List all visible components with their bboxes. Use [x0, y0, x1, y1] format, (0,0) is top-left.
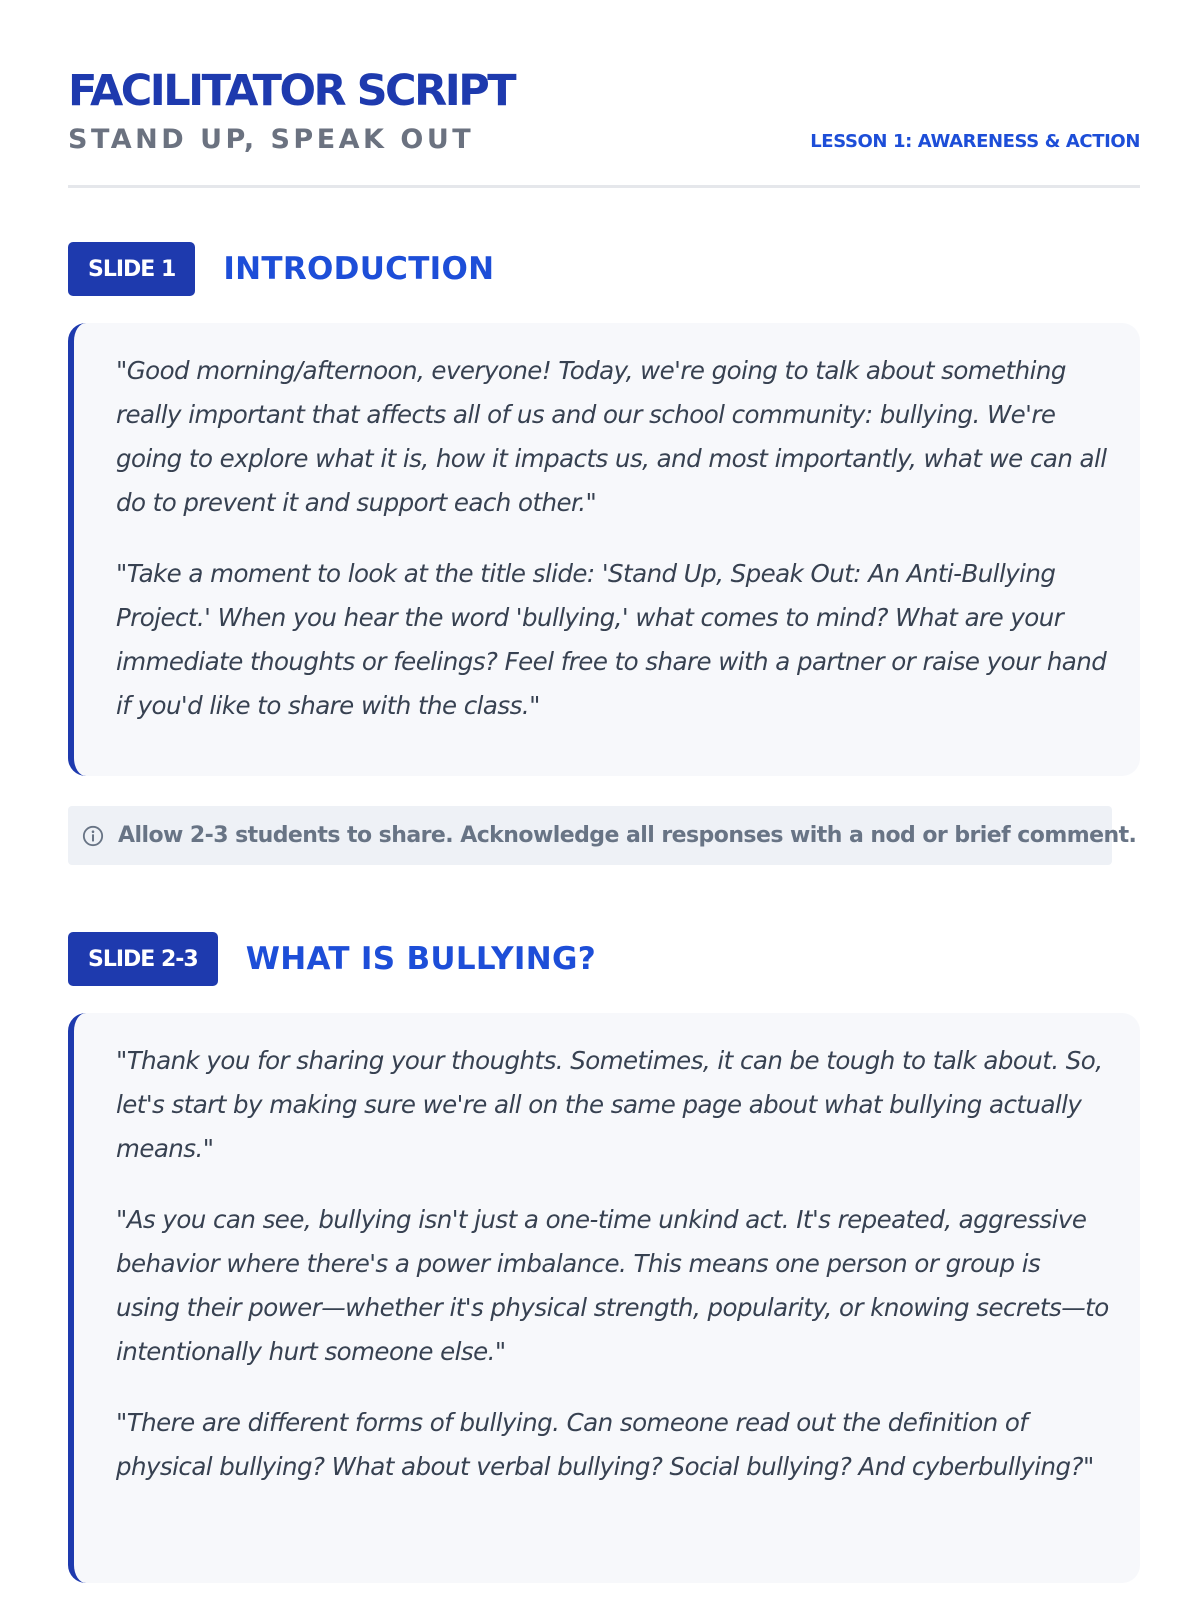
- lesson-label: LESSON 1: AWARENESS & ACTION: [810, 131, 1140, 152]
- section-title: WHAT IS BULLYING?: [245, 941, 596, 977]
- note-text: Allow 2-3 students to share. Acknowledge all responses with a nod or brief comment.: [118, 823, 1137, 848]
- facilitator-note: [68, 806, 1137, 865]
- script-paragraph: "Good morning/afternoon, everyone! Today, we're going to talk about something really important that affects all of us and our school community: bullying. We're going to explore what it is, how it impacts us, and most importantly, what we can all do to prevent it and support each other.": [116, 356, 1107, 517]
- script-box-slide-2-3: [68, 1013, 1140, 1583]
- script-box-slide-1: [68, 323, 1140, 776]
- section-heading-slide-2-3: [68, 932, 596, 986]
- section-heading-slide-1: [68, 242, 494, 296]
- section-title: INTRODUCTION: [223, 251, 495, 287]
- script-paragraph: "Thank you for sharing your thoughts. Sometimes, it can be tough to talk about. So, let's start by making sure we're all on the same page about what bullying actually means.": [116, 1046, 1103, 1163]
- info-circle-icon: [82, 825, 104, 847]
- script-page: [68, 0, 1140, 1481]
- script-paragraph: "As you can see, bullying isn't just a one-time unkind act. It's repeated, aggressive behavior where there's a power imbalance. This means one person or group is using their power—whether it's physical strength, popularity, or knowing secrets—to intentionally hurt someone else.": [116, 1205, 1109, 1366]
- page-title: FACILITATOR SCRIPT: [68, 66, 515, 116]
- page-header: [68, 0, 1140, 188]
- slide-badge: SLIDE 1: [68, 242, 195, 296]
- slide-badge: SLIDE 2-3: [68, 932, 218, 986]
- script-paragraph: "Take a moment to look at the title slide: 'Stand Up, Speak Out: An Anti-Bullying Project.' When you hear the word 'bullying,' what comes to mind? What are your immediate thoughts or feelings? Feel free to share with a partner or raise your hand if you'd like to share with the class.": [116, 559, 1107, 720]
- page-subtitle: STAND UP, SPEAK OUT: [68, 124, 475, 155]
- script-paragraph: "There are different forms of bullying. Can someone read out the definition of physical bullying? What about verbal bullying? Social bullying? And cyberbullying?": [116, 1408, 1094, 1481]
